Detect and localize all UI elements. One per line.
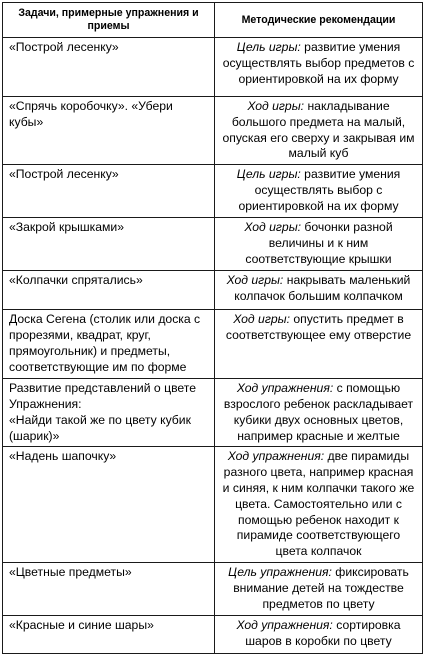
recommendation-cell — [215, 38, 423, 97]
table-row — [3, 562, 423, 615]
recommendation-label: Ход игры: — [244, 220, 302, 235]
recommendation-cell — [215, 271, 423, 310]
recommendation-label: Ход упражнения: — [236, 617, 333, 632]
recommendation-label: Ход игры: — [226, 273, 284, 288]
recommendation-label: Ход игры: — [233, 312, 290, 327]
table-row — [3, 615, 423, 653]
recommendation-label: Цель упражнения: — [228, 564, 332, 579]
table-row — [3, 447, 423, 563]
recommendation-text: развитие умения осуществлять выбор предметов с ориентировкой на их форму — [222, 40, 415, 86]
recommendation-text: развитие умения осуществлять выбор с ориентировкой на их форму — [238, 167, 401, 213]
table-row — [3, 310, 423, 379]
recommendation-cell — [215, 615, 423, 653]
task-cell: «Надень шапочку» — [3, 447, 215, 563]
recommendation-cell — [215, 562, 423, 615]
table-row — [3, 218, 423, 271]
header-tasks: Задачи, примерные упражнения и приемы — [3, 3, 215, 38]
recommendation-cell — [215, 97, 423, 165]
recommendation-text: накладывание большого предмета на малый, опуская его сверху и закрывая им малый куб — [222, 99, 415, 161]
recommendation-text: накрывать маленький колпачок большим колпачком — [234, 273, 411, 303]
table-row — [3, 165, 423, 218]
task-cell: «Построй лесенку» — [3, 165, 215, 218]
table-row — [3, 271, 423, 310]
recommendation-cell — [215, 310, 423, 379]
recommendation-cell — [215, 218, 423, 271]
task-cell: «Колпачки спрятались» — [3, 271, 215, 310]
table-row — [3, 379, 423, 447]
recommendation-label: Ход упражнения: — [236, 381, 334, 396]
recommendation-text: сортировка шаров в коробки по цвету — [245, 617, 401, 648]
task-cell: Развитие представлений о цвете Упражнения: «Найди такой же по цвету кубик (шарик)» — [3, 379, 215, 447]
task-cell: «Цветные предметы» — [3, 562, 215, 615]
recommendation-cell — [215, 447, 423, 563]
task-cell: «Красные и синие шары» — [3, 615, 215, 653]
recommendation-text: две пирамиды разного цвета, например красная и синяя, к ним колпачки такого же цвета. Самостоятельно или с помощью ребенок находит к пирамиде соответствующего цвета колпачок — [222, 449, 415, 559]
task-cell: Доска Сегена (столик или доска с прорезями, квадрат, круг, прямоугольник) и предметы, соответствующие им по форме — [3, 310, 215, 379]
header-recommendations: Методические рекомендации — [215, 3, 423, 38]
recommendation-text: опустить предмет в соответствующее ему отверстие — [225, 312, 412, 342]
methodology-table — [2, 2, 423, 654]
task-cell: «Построй лесенку» — [3, 38, 215, 97]
task-cell: «Закрой крышками» — [3, 218, 215, 271]
recommendation-text: фиксировать внимание детей на тождестве предметов по цвету — [233, 564, 409, 611]
recommendation-cell — [215, 165, 423, 218]
table-row — [3, 97, 423, 165]
recommendation-label: Ход игры: — [247, 99, 305, 113]
recommendation-text: бочонки разной величины и к ним соответствующие крышки — [245, 220, 393, 266]
recommendation-label: Цель игры: — [236, 167, 301, 182]
recommendation-cell — [215, 379, 423, 447]
recommendation-label: Цель игры: — [236, 40, 301, 54]
recommendation-text: с помощью взрослого ребенок раскладывает кубики двух основных цветов, например красные и желтые — [223, 381, 414, 443]
task-cell: «Спрячь коробочку». «Убери кубы» — [3, 97, 215, 165]
recommendation-label: Ход упражнения: — [227, 449, 325, 464]
table-row — [3, 38, 423, 97]
table-header-row — [3, 3, 423, 38]
